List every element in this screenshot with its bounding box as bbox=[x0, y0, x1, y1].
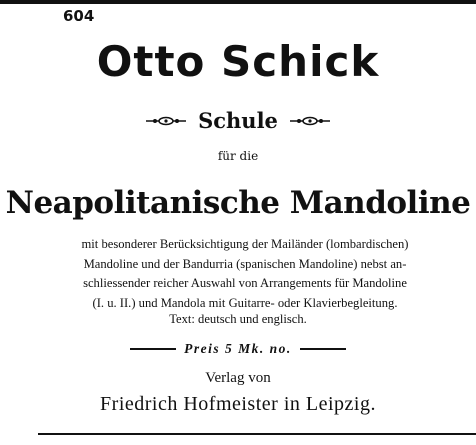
preposition-text: für die bbox=[217, 149, 259, 163]
publisher: Friedrich Hofmeister in Leipzig. bbox=[100, 393, 376, 415]
bottom-rule bbox=[38, 433, 476, 435]
right-ornament-icon bbox=[290, 115, 330, 127]
page-number: 604 bbox=[63, 7, 95, 25]
price-dash-right bbox=[300, 348, 346, 350]
description-line: Mandoline und der Bandurria (spanischen Mandoline) nebst an- bbox=[83, 256, 407, 271]
author-name: Otto Schick bbox=[96, 37, 380, 86]
verlag-von: Verlag von bbox=[205, 370, 271, 386]
price-row bbox=[0, 341, 476, 357]
price: Preis 5 Mk. no. bbox=[184, 341, 292, 356]
work-type: Schule bbox=[198, 108, 278, 133]
description-line: schliessender reicher Auswahl von Arrangements für Mandoline bbox=[83, 276, 407, 290]
main-title: Neapolitanische Mandoline bbox=[5, 185, 471, 221]
description-line: mit besonderer Berücksichtigung der Mailänder (lombardischen) bbox=[81, 237, 409, 251]
price-dash-left bbox=[130, 348, 176, 350]
top-rule bbox=[0, 0, 476, 4]
text-languages: Text: deutsch und englisch. bbox=[169, 312, 307, 326]
description-line: (I. u. II.) und Mandola mit Guitarre- oder Klavierbegleitung. bbox=[92, 295, 398, 310]
description bbox=[40, 235, 450, 313]
work-type-row bbox=[0, 107, 476, 135]
left-ornament-icon bbox=[146, 115, 186, 127]
